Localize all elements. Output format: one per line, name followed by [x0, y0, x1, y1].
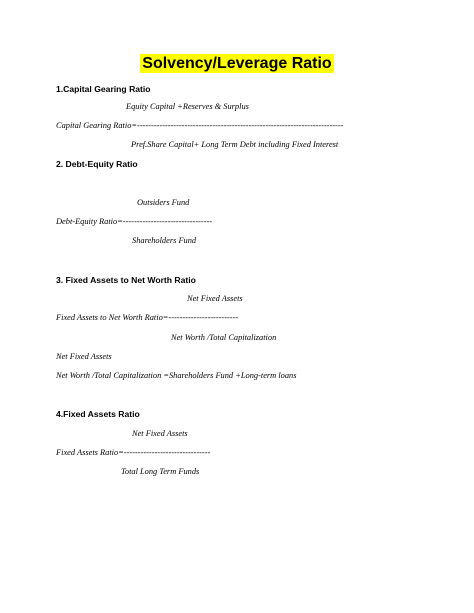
fixed-assets-ratio-numerator: Net Fixed Assets	[132, 429, 188, 438]
title-container	[0, 54, 474, 73]
net-worth-definition: Net Worth /Total Capitalization =Shareholders Fund +Long-term loans	[56, 371, 297, 380]
section-heading-fixed-assets-net-worth: 3. Fixed Assets to Net Worth Ratio	[56, 275, 196, 285]
section-heading-debt-equity: 2. Debt-Equity Ratio	[56, 159, 138, 169]
net-fixed-assets-note: Net Fixed Assets	[56, 352, 112, 361]
section-heading-fixed-assets-ratio: 4.Fixed Assets Ratio	[56, 409, 140, 419]
debt-equity-denominator: Shareholders Fund	[132, 236, 197, 245]
fixed-assets-net-worth-numerator: Net Fixed Assets	[187, 294, 243, 303]
capital-gearing-formula: Capital Gearing Ratio=--------------------------------------------------------------------------	[56, 121, 344, 130]
debt-equity-formula: Debt-Equity Ratio=--------------------------------	[56, 217, 213, 226]
fixed-assets-net-worth-denominator: Net Worth /Total Capitalization	[171, 333, 277, 342]
capital-gearing-denominator: Pref.Share Capital+ Long Term Debt including Fixed Interest	[131, 140, 339, 149]
fixed-assets-net-worth-formula: Fixed Assets to Net Worth Ratio=-------------------------	[56, 313, 239, 322]
capital-gearing-numerator: Equity Capital +Reserves & Surplus	[126, 102, 249, 111]
debt-equity-numerator: Outsiders Fund	[137, 198, 190, 207]
page-title: Solvency/Leverage Ratio	[142, 55, 332, 72]
fixed-assets-ratio-formula: Fixed Assets Ratio=-------------------------------	[56, 448, 211, 457]
section-heading-capital-gearing: 1.Capital Gearing Ratio	[56, 84, 151, 94]
fixed-assets-ratio-denominator: Total Long Term Funds	[121, 467, 200, 476]
